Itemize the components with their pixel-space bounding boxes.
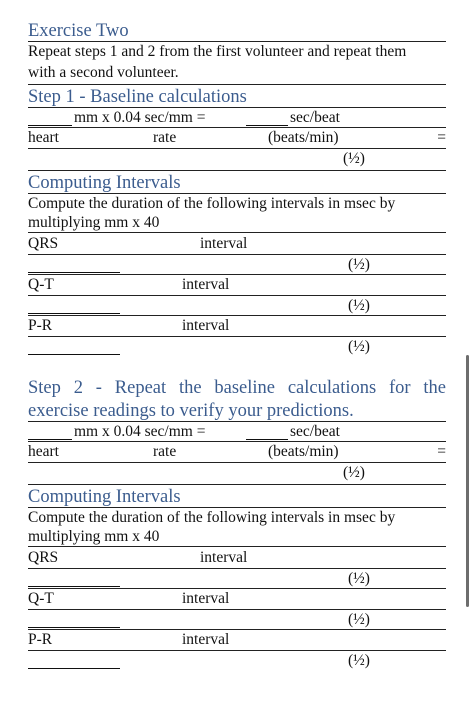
rule bbox=[28, 484, 446, 485]
qrs-answer-blank[interactable] bbox=[28, 586, 120, 587]
points-half: (½) bbox=[348, 652, 370, 669]
intro-line-2: with a second volunteer. bbox=[28, 64, 179, 81]
mm-blank[interactable] bbox=[28, 125, 72, 126]
rule bbox=[28, 507, 446, 508]
interval-name-qrs: QRS bbox=[28, 549, 59, 566]
interval-name-qt: Q-T bbox=[28, 276, 54, 293]
sec-blank[interactable] bbox=[246, 439, 288, 440]
rate-label: rate bbox=[153, 129, 177, 146]
rule bbox=[28, 629, 446, 630]
rule bbox=[28, 84, 446, 85]
interval-word: interval bbox=[182, 590, 230, 607]
rule bbox=[28, 148, 446, 149]
points-half: (½) bbox=[348, 338, 370, 355]
rule bbox=[28, 462, 446, 463]
sec-blank[interactable] bbox=[246, 125, 288, 126]
qrs-answer-blank[interactable] bbox=[28, 272, 120, 273]
rule bbox=[28, 588, 446, 589]
rule bbox=[28, 254, 446, 255]
rule bbox=[28, 336, 446, 337]
mm-blank[interactable] bbox=[28, 439, 72, 440]
exercise-title: Exercise Two bbox=[28, 21, 129, 41]
interval-name-qt: Q-T bbox=[28, 590, 54, 607]
computing-intervals-title: Computing Intervals bbox=[28, 487, 181, 507]
rule bbox=[28, 650, 446, 651]
computing-intervals-title: Computing Intervals bbox=[28, 173, 181, 193]
interval-name-pr: P-R bbox=[28, 317, 53, 334]
rule bbox=[28, 546, 446, 547]
rule bbox=[28, 127, 446, 128]
equals-sign: = bbox=[437, 129, 446, 146]
compute-instructions-line-2: multiplying mm x 40 bbox=[28, 214, 160, 231]
rule bbox=[28, 41, 446, 42]
rule bbox=[28, 441, 446, 442]
rule bbox=[28, 274, 446, 275]
beats-label: (beats/min) bbox=[268, 129, 339, 146]
rule bbox=[28, 193, 446, 194]
interval-word: interval bbox=[182, 317, 230, 334]
interval-word: interval bbox=[200, 235, 248, 252]
formula-mm: mm x 0.04 sec/mm = bbox=[74, 423, 206, 440]
step-1-title: Step 1 - Baseline calculations bbox=[28, 87, 247, 107]
interval-word: interval bbox=[182, 276, 230, 293]
points-half: (½) bbox=[348, 570, 370, 587]
rule bbox=[28, 315, 446, 316]
points-half: (½) bbox=[348, 297, 370, 314]
pr-answer-blank[interactable] bbox=[28, 668, 120, 669]
pr-answer-blank[interactable] bbox=[28, 354, 120, 355]
scrollbar-thumb[interactable] bbox=[466, 355, 469, 607]
step-2-title-line-2: exercise readings to verify your predictions. bbox=[28, 401, 354, 421]
intro-line-1: Repeat steps 1 and 2 from the first volunteer and repeat them bbox=[28, 43, 407, 60]
heart-label: heart bbox=[28, 129, 59, 146]
qt-answer-blank[interactable] bbox=[28, 313, 120, 314]
rule bbox=[28, 107, 446, 108]
equals-sign: = bbox=[437, 443, 446, 460]
rule bbox=[28, 170, 446, 171]
rate-label: rate bbox=[153, 443, 177, 460]
rule bbox=[28, 609, 446, 610]
compute-instructions-line-1: Compute the duration of the following intervals in msec by bbox=[28, 509, 396, 526]
points-half: (½) bbox=[348, 611, 370, 628]
compute-instructions-line-2: multiplying mm x 40 bbox=[28, 528, 160, 545]
rule bbox=[28, 232, 446, 233]
points-half: (½) bbox=[343, 464, 365, 481]
points-half: (½) bbox=[343, 150, 365, 167]
compute-instructions-line-1: Compute the duration of the following intervals in msec by bbox=[28, 195, 396, 212]
step-2-title-line-1: Step 2 - Repeat the baseline calculations for the bbox=[28, 378, 446, 398]
formula-sec: sec/beat bbox=[290, 423, 340, 440]
interval-word: interval bbox=[200, 549, 248, 566]
rule bbox=[28, 421, 446, 422]
rule bbox=[28, 295, 446, 296]
interval-name-qrs: QRS bbox=[28, 235, 59, 252]
points-half: (½) bbox=[348, 256, 370, 273]
beats-label: (beats/min) bbox=[268, 443, 339, 460]
formula-sec: sec/beat bbox=[290, 109, 340, 126]
interval-word: interval bbox=[182, 631, 230, 648]
heart-label: heart bbox=[28, 443, 59, 460]
rule bbox=[28, 568, 446, 569]
interval-name-pr: P-R bbox=[28, 631, 53, 648]
formula-mm: mm x 0.04 sec/mm = bbox=[74, 109, 206, 126]
qt-answer-blank[interactable] bbox=[28, 627, 120, 628]
